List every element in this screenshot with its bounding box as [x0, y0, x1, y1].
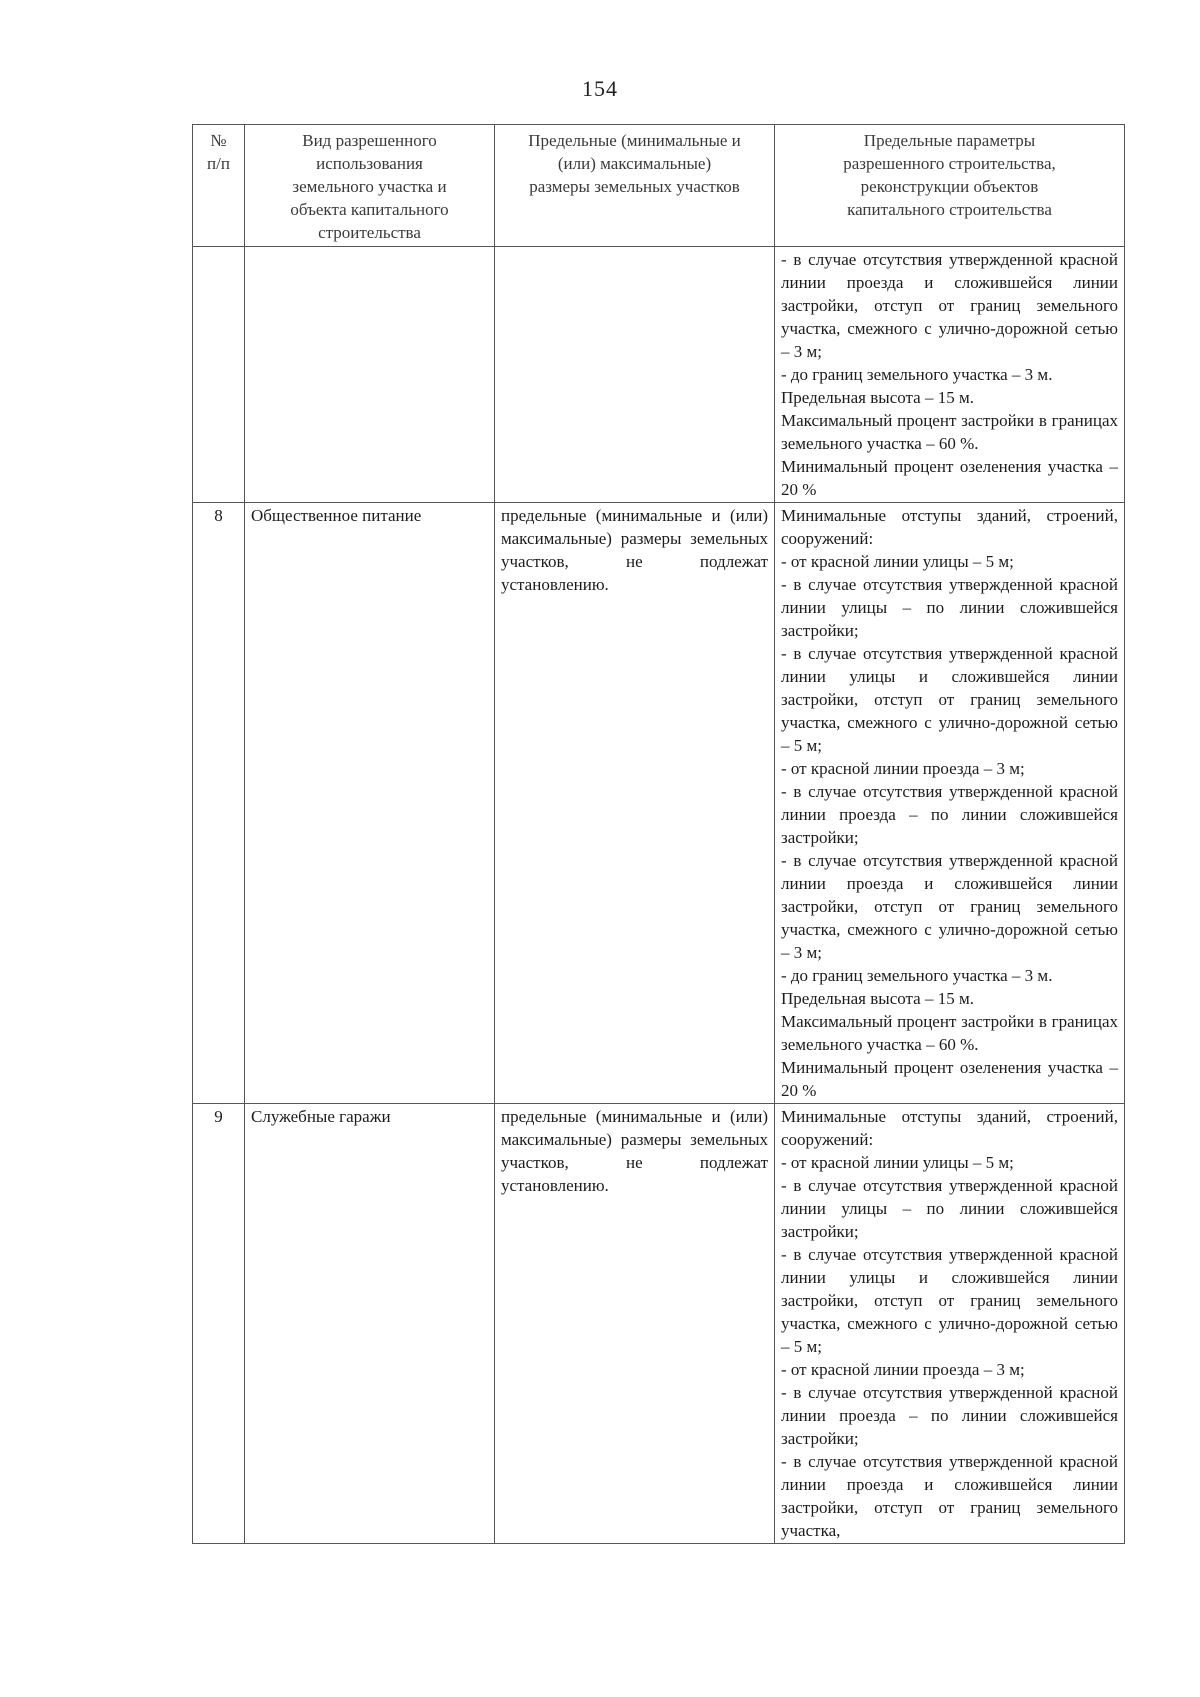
row-number: 9 — [214, 1107, 223, 1126]
header-use-type — [245, 125, 495, 247]
page-number: 154 — [582, 76, 618, 101]
use-type-cell — [245, 503, 495, 1104]
header-params — [775, 125, 1125, 247]
table-header-row — [193, 125, 1125, 247]
header-use-type-label: Вид разрешенного использования земельного участка и объекта капитального строительства — [290, 131, 449, 242]
use-type-cell — [245, 1104, 495, 1544]
row-number-cell — [193, 247, 245, 503]
table-row — [193, 503, 1125, 1104]
row-number: 8 — [214, 506, 223, 525]
header-params-label: Предельные параметры разрешенного строительства, реконструкции объектов капитального строительства — [843, 131, 1056, 219]
zoning-table — [192, 124, 1125, 1544]
header-number — [193, 125, 245, 247]
use-type-text: Общественное питание — [251, 506, 422, 525]
land-size-text: предельные (минимальные и (или) максимальные) размеры земельных участков, не подлежат установлению. — [501, 1107, 773, 1195]
row-number-cell — [193, 503, 245, 1104]
params-cell — [775, 503, 1125, 1104]
use-type-text: Служебные гаражи — [251, 1107, 391, 1126]
land-size-cell — [495, 247, 775, 503]
land-size-cell — [495, 503, 775, 1104]
land-size-cell — [495, 1104, 775, 1544]
header-land-size-label: Предельные (минимальные и (или) максимальные) размеры земельных участков — [528, 131, 741, 196]
params-text: Минимальные отступы зданий, строений, сооружений: - от красной линии улицы – 5 м; - в случае отсутствия утвержденной красной линии улицы – по линии сложившейся застройки; - в случае отсутствия утвержденной красной линии улицы и сложившейся линии застройки, отступ от границ земельного участка, смежного с улично-дорожной сетью – 5 м; - от красной линии проезда – 3 м; - в случае отсутствия утвержденной красной линии проезда – по линии сложившейся застройки; - в случае отсутствия утвержденной красной линии проезда и сложившейся линии застройки, отступ от границ земельного участка, смежного с улично-дорожной сетью – 3 м; - до границ земельного участка – 3 м. Предельная высота – 15 м. Максимальный процент застройки в границах земельного участка – 60 %. Минимальный процент озеленения участка – 20 % — [781, 506, 1118, 1100]
params-text: Минимальные отступы зданий, строений, сооружений: - от красной линии улицы – 5 м; - в случае отсутствия утвержденной красной линии улицы – по линии сложившейся застройки; - в случае отсутствия утвержденной красной линии улицы и сложившейся линии застройки, отступ от границ земельного участка, смежного с улично-дорожной сетью – 5 м; - от красной линии проезда – 3 м; - в случае отсутствия утвержденной красной линии проезда – по линии сложившейся застройки; - в случае отсутствия утвержденной красной линии проезда и сложившейся линии застройки, отступ от границ земельного участка, — [781, 1107, 1118, 1540]
table-row — [193, 1104, 1125, 1544]
params-cell — [775, 247, 1125, 503]
params-cell — [775, 1104, 1125, 1544]
use-type-cell — [245, 247, 495, 503]
params-text: - в случае отсутствия утвержденной красной линии проезда и сложившейся линии застройки, отступ от границ земельного участка, смежного с улично-дорожной сетью – 3 м; - до границ земельного участка – 3 м. Предельная высота – 15 м. Максимальный процент застройки в границах земельного участка – 60 %. Минимальный процент озеленения участка – 20 % — [781, 250, 1118, 499]
header-number-label: № п/п — [207, 131, 230, 173]
table-row — [193, 247, 1125, 503]
land-size-text: предельные (минимальные и (или) максимальные) размеры земельных участков, не подлежат установлению. — [501, 506, 773, 594]
header-land-size — [495, 125, 775, 247]
row-number-cell — [193, 1104, 245, 1544]
